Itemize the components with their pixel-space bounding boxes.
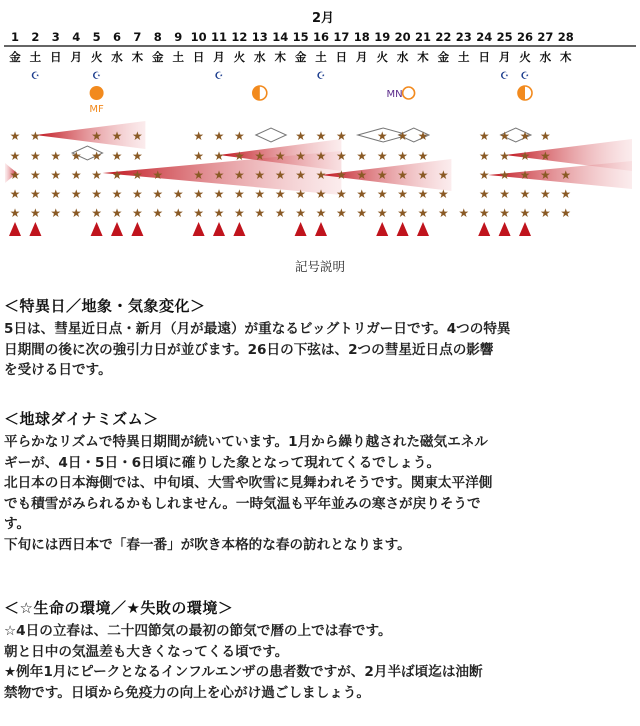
section-line: 下旬には西日本で「春一番」が吹き本格的な春の訪れとなります。: [4, 536, 411, 553]
trigger-triangle-icon: [478, 222, 490, 236]
star-icon: ★: [499, 129, 510, 143]
star-icon: ★: [519, 206, 531, 220]
star-icon: ★: [417, 206, 429, 220]
weekday-label: 月: [498, 50, 511, 64]
moon-glyph-icon: ☪: [520, 71, 530, 82]
star-icon: ★: [91, 206, 102, 220]
star-icon: ★: [9, 187, 21, 201]
weekday-label: 水: [111, 50, 123, 64]
star-icon: ★: [213, 129, 225, 143]
weekday-label: 水: [254, 50, 266, 64]
weekday-label: 金: [9, 50, 21, 64]
day-number: 20: [394, 30, 411, 44]
day-number: 12: [231, 30, 248, 44]
star-icon: ★: [438, 168, 449, 182]
trigger-triangle-icon: [376, 222, 388, 236]
weekday-label: 土: [458, 50, 470, 64]
star-icon: ★: [50, 206, 62, 220]
star-icon: ★: [376, 129, 388, 143]
day-number: 14: [272, 30, 289, 44]
weekday-label: 日: [335, 50, 348, 64]
comet-diamond-icon: [256, 128, 286, 142]
star-icon: ★: [540, 149, 551, 163]
star-icon: ★: [315, 168, 327, 182]
moon-glyph-icon: ☪: [30, 71, 40, 82]
weekday-label: 水: [539, 50, 552, 64]
star-icon: ★: [376, 168, 388, 182]
star-icon: ★: [376, 206, 388, 220]
star-icon: ★: [91, 187, 102, 201]
star-icon: ★: [254, 187, 266, 201]
day-number: 23: [455, 30, 472, 44]
weekday-label: 火: [90, 50, 103, 64]
weekday-label: 木: [274, 50, 286, 64]
weekday-label: 木: [560, 50, 572, 64]
day-number: 25: [496, 30, 513, 44]
star-icon: ★: [91, 149, 102, 163]
star-icon: ★: [560, 168, 572, 182]
star-icon: ★: [213, 206, 225, 220]
star-icon: ★: [132, 129, 143, 143]
star-icon: ★: [234, 206, 245, 220]
star-icon: ★: [172, 187, 184, 201]
star-icon: ★: [417, 187, 429, 201]
trigger-triangle-icon: [295, 222, 307, 236]
star-icon: ★: [111, 149, 123, 163]
star-icon: ★: [111, 168, 123, 182]
star-icon: ★: [132, 206, 143, 220]
star-icon: ★: [30, 206, 41, 220]
star-icon: ★: [193, 129, 204, 143]
star-icon: ★: [193, 206, 204, 220]
star-icon: ★: [213, 168, 225, 182]
day-number: 1: [10, 30, 20, 44]
star-icon: ★: [254, 206, 266, 220]
star-icon: ★: [295, 168, 306, 182]
star-icon: ★: [213, 187, 225, 201]
star-icon: ★: [560, 187, 572, 201]
section-line: 日期間の後に次の強引力日が並びます。26日の下弦は、2つの彗星近日点の影響: [4, 341, 494, 358]
star-icon: ★: [234, 168, 245, 182]
star-icon: ★: [295, 149, 306, 163]
weekday-label: 月: [70, 50, 82, 64]
star-icon: ★: [91, 168, 102, 182]
weekday-label: 金: [294, 50, 307, 64]
star-icon: ★: [478, 168, 490, 182]
section-line: 平らかなリズムで特異日期間が続いています。1月から繰り越された磁気エネル: [4, 434, 488, 450]
trigger-triangle-icon: [131, 222, 143, 236]
day-number: 24: [476, 30, 493, 44]
weekday-label: 日: [50, 50, 62, 64]
star-icon: ★: [478, 129, 490, 143]
section-title: ＜地球ダイナミズム＞: [4, 410, 159, 428]
star-icon: ★: [397, 129, 408, 143]
section-line: ☆4日の立春は、二十四節気の最初の節気で暦の上では春です。: [4, 623, 392, 639]
star-icon: ★: [478, 206, 490, 220]
full-moon-icon: [90, 86, 104, 100]
section-title: ＜特異日／地象・気象変化＞: [4, 297, 206, 315]
star-icon: ★: [111, 206, 123, 220]
section-line: を受ける日です。: [4, 362, 112, 378]
star-icon: ★: [315, 206, 327, 220]
trigger-triangle-icon: [417, 222, 429, 236]
trigger-triangle-icon: [91, 222, 103, 236]
moon-glyph-icon: ☪: [92, 71, 102, 82]
star-icon: ★: [336, 206, 347, 220]
trigger-triangle-icon: [9, 222, 21, 236]
star-icon: ★: [376, 187, 388, 201]
star-icon: ★: [478, 149, 490, 163]
weekday-label: 日: [192, 50, 205, 64]
weekday-label: 土: [172, 50, 184, 64]
star-icon: ★: [254, 149, 266, 163]
day-number: 8: [153, 30, 162, 44]
weekday-label: 土: [29, 50, 42, 64]
star-icon: ★: [356, 187, 368, 201]
star-icon: ★: [356, 206, 368, 220]
moon-glyph-icon: ☪: [500, 71, 510, 82]
star-icon: ★: [499, 187, 510, 201]
trigger-triangle-icon: [193, 222, 205, 236]
star-icon: ★: [152, 168, 164, 182]
day-number: 16: [312, 30, 330, 44]
star-icon: ★: [50, 149, 62, 163]
weekday-label: 水: [396, 50, 409, 64]
star-icon: ★: [70, 168, 82, 182]
new-moon-icon: [403, 87, 415, 99]
star-icon: ★: [111, 187, 123, 201]
star-icon: ★: [274, 168, 286, 182]
star-icon: ★: [9, 149, 21, 163]
star-icon: ★: [336, 187, 347, 201]
trigger-triangle-icon: [233, 222, 245, 236]
star-icon: ★: [560, 206, 572, 220]
star-icon: ★: [274, 149, 286, 163]
star-icon: ★: [336, 168, 347, 182]
weekday-label: 火: [519, 50, 531, 64]
section-title: ＜☆生命の環境／★失敗の環境＞: [4, 599, 234, 617]
legend-link[interactable]: 記号説明: [294, 259, 345, 274]
star-icon: ★: [519, 129, 531, 143]
day-number: 19: [374, 30, 391, 44]
star-icon: ★: [152, 187, 164, 201]
weekday-label: 金: [437, 50, 450, 64]
day-number: 2: [31, 30, 40, 44]
weekday-label: 木: [131, 50, 144, 64]
star-icon: ★: [193, 149, 204, 163]
star-icon: ★: [132, 168, 143, 182]
star-icon: ★: [132, 149, 143, 163]
star-icon: ★: [274, 206, 286, 220]
star-icon: ★: [458, 206, 470, 220]
star-icon: ★: [336, 129, 347, 143]
weekday-label: 木: [417, 50, 429, 64]
trigger-triangle-icon: [111, 222, 123, 236]
section-special-days: [4, 295, 634, 381]
star-icon: ★: [499, 206, 510, 220]
star-icon: ★: [336, 149, 347, 163]
star-icon: ★: [376, 149, 388, 163]
trigger-triangle-icon: [499, 222, 511, 236]
star-icon: ★: [70, 187, 82, 201]
marker-label: MN: [386, 89, 403, 100]
weekday-label: 土: [315, 50, 327, 64]
day-number: 6: [112, 30, 122, 44]
star-icon: ★: [91, 129, 102, 143]
star-icon: ★: [417, 168, 429, 182]
star-icon: ★: [540, 168, 551, 182]
section-line: 北日本の日本海側では、中旬頃、大雪や吹雪に見舞われそうです。関東太平洋側: [4, 475, 493, 491]
section-earth-dynamism: [4, 408, 634, 555]
month-label: 2月: [311, 11, 335, 26]
star-icon: ★: [295, 206, 306, 220]
day-number: 28: [557, 30, 574, 44]
star-icon: ★: [417, 129, 429, 143]
star-icon: ★: [540, 187, 551, 201]
star-icon: ★: [30, 168, 41, 182]
weekday-label: 月: [213, 50, 225, 64]
star-icon: ★: [519, 149, 531, 163]
star-icon: ★: [70, 206, 82, 220]
day-number: 9: [174, 30, 183, 44]
star-icon: ★: [499, 168, 510, 182]
star-icon: ★: [234, 187, 245, 201]
star-icon: ★: [315, 187, 327, 201]
day-number: 15: [292, 30, 309, 44]
star-icon: ★: [9, 129, 21, 143]
star-icon: ★: [315, 129, 327, 143]
star-icon: ★: [438, 187, 449, 201]
section-line: でも積雪がみられるかもしれません。一時気温も平年並みの寒さが戻りそうで: [4, 495, 481, 512]
star-icon: ★: [438, 206, 449, 220]
star-icon: ★: [234, 149, 245, 163]
moon-glyph-icon: ☪: [214, 71, 224, 82]
star-icon: ★: [234, 129, 245, 143]
weekday-label: 火: [233, 50, 246, 64]
day-number: 22: [435, 30, 452, 44]
star-icon: ★: [540, 206, 551, 220]
star-icon: ★: [193, 168, 204, 182]
trigger-triangle-icon: [213, 222, 225, 236]
star-icon: ★: [172, 206, 184, 220]
star-icon: ★: [9, 168, 21, 182]
star-icon: ★: [519, 168, 531, 182]
marker-label: MF: [89, 104, 104, 115]
day-number: 7: [133, 30, 142, 44]
star-icon: ★: [213, 149, 225, 163]
star-icon: ★: [111, 129, 123, 143]
star-icon: ★: [295, 129, 306, 143]
section-life-environment: [4, 597, 634, 703]
star-icon: ★: [356, 149, 368, 163]
star-icon: ★: [478, 187, 490, 201]
star-icon: ★: [50, 187, 62, 201]
star-icon: ★: [499, 149, 510, 163]
day-number: 27: [537, 30, 554, 44]
star-icon: ★: [274, 187, 286, 201]
star-icon: ★: [417, 149, 429, 163]
day-number: 11: [210, 30, 228, 44]
weekday-label: 金: [152, 50, 164, 64]
star-icon: ★: [397, 149, 408, 163]
star-icon: ★: [30, 187, 41, 201]
star-icon: ★: [30, 129, 41, 143]
day-number: 3: [51, 30, 60, 44]
section-line: 5日は、彗星近日点・新月（月が最遠）が重なるビッグトリガー日です。4つの特異: [4, 321, 511, 337]
star-icon: ★: [50, 168, 62, 182]
weekday-label: 月: [356, 50, 368, 64]
planetary-calendar: [0, 0, 640, 250]
star-icon: ★: [254, 168, 266, 182]
day-number: 10: [190, 30, 207, 44]
star-icon: ★: [397, 206, 408, 220]
section-line: 禁物です。日頃から免疫力の向上を心がけ過ごしましょう。: [4, 684, 370, 701]
star-icon: ★: [132, 187, 143, 201]
star-icon: ★: [9, 206, 21, 220]
star-icon: ★: [397, 168, 408, 182]
day-number: 26: [516, 30, 534, 44]
day-number: 17: [333, 30, 350, 44]
day-number: 13: [251, 30, 268, 44]
star-icon: ★: [193, 187, 204, 201]
day-number: 18: [353, 30, 370, 44]
star-icon: ★: [30, 149, 41, 163]
star-icon: ★: [152, 206, 164, 220]
star-icon: ★: [397, 187, 408, 201]
trigger-triangle-icon: [397, 222, 409, 236]
trigger-triangle-icon: [29, 222, 41, 236]
star-icon: ★: [356, 168, 368, 182]
section-line: ★例年1月にピークとなるインフルエンザの患者数ですが、2月半ば頃迄は油断: [4, 664, 483, 680]
section-line: 朝と日中の気温差も大きくなってくる頃です。: [4, 643, 289, 660]
star-icon: ★: [295, 187, 306, 201]
weekday-label: 火: [376, 50, 388, 64]
section-line: ギーが、4日・5日・6日頃に確りした象となって現れてくるでしょう。: [4, 454, 441, 471]
day-number: 5: [92, 30, 101, 44]
star-icon: ★: [70, 149, 82, 163]
star-icon: ★: [519, 187, 531, 201]
day-number: 21: [414, 30, 432, 44]
section-line: す。: [4, 516, 31, 532]
weekday-label: 日: [478, 50, 490, 64]
star-icon: ★: [315, 149, 327, 163]
moon-glyph-icon: ☪: [316, 71, 326, 82]
star-icon: ★: [540, 129, 551, 143]
trigger-triangle-icon: [519, 222, 531, 236]
day-number: 4: [72, 30, 81, 44]
trigger-triangle-icon: [315, 222, 327, 236]
